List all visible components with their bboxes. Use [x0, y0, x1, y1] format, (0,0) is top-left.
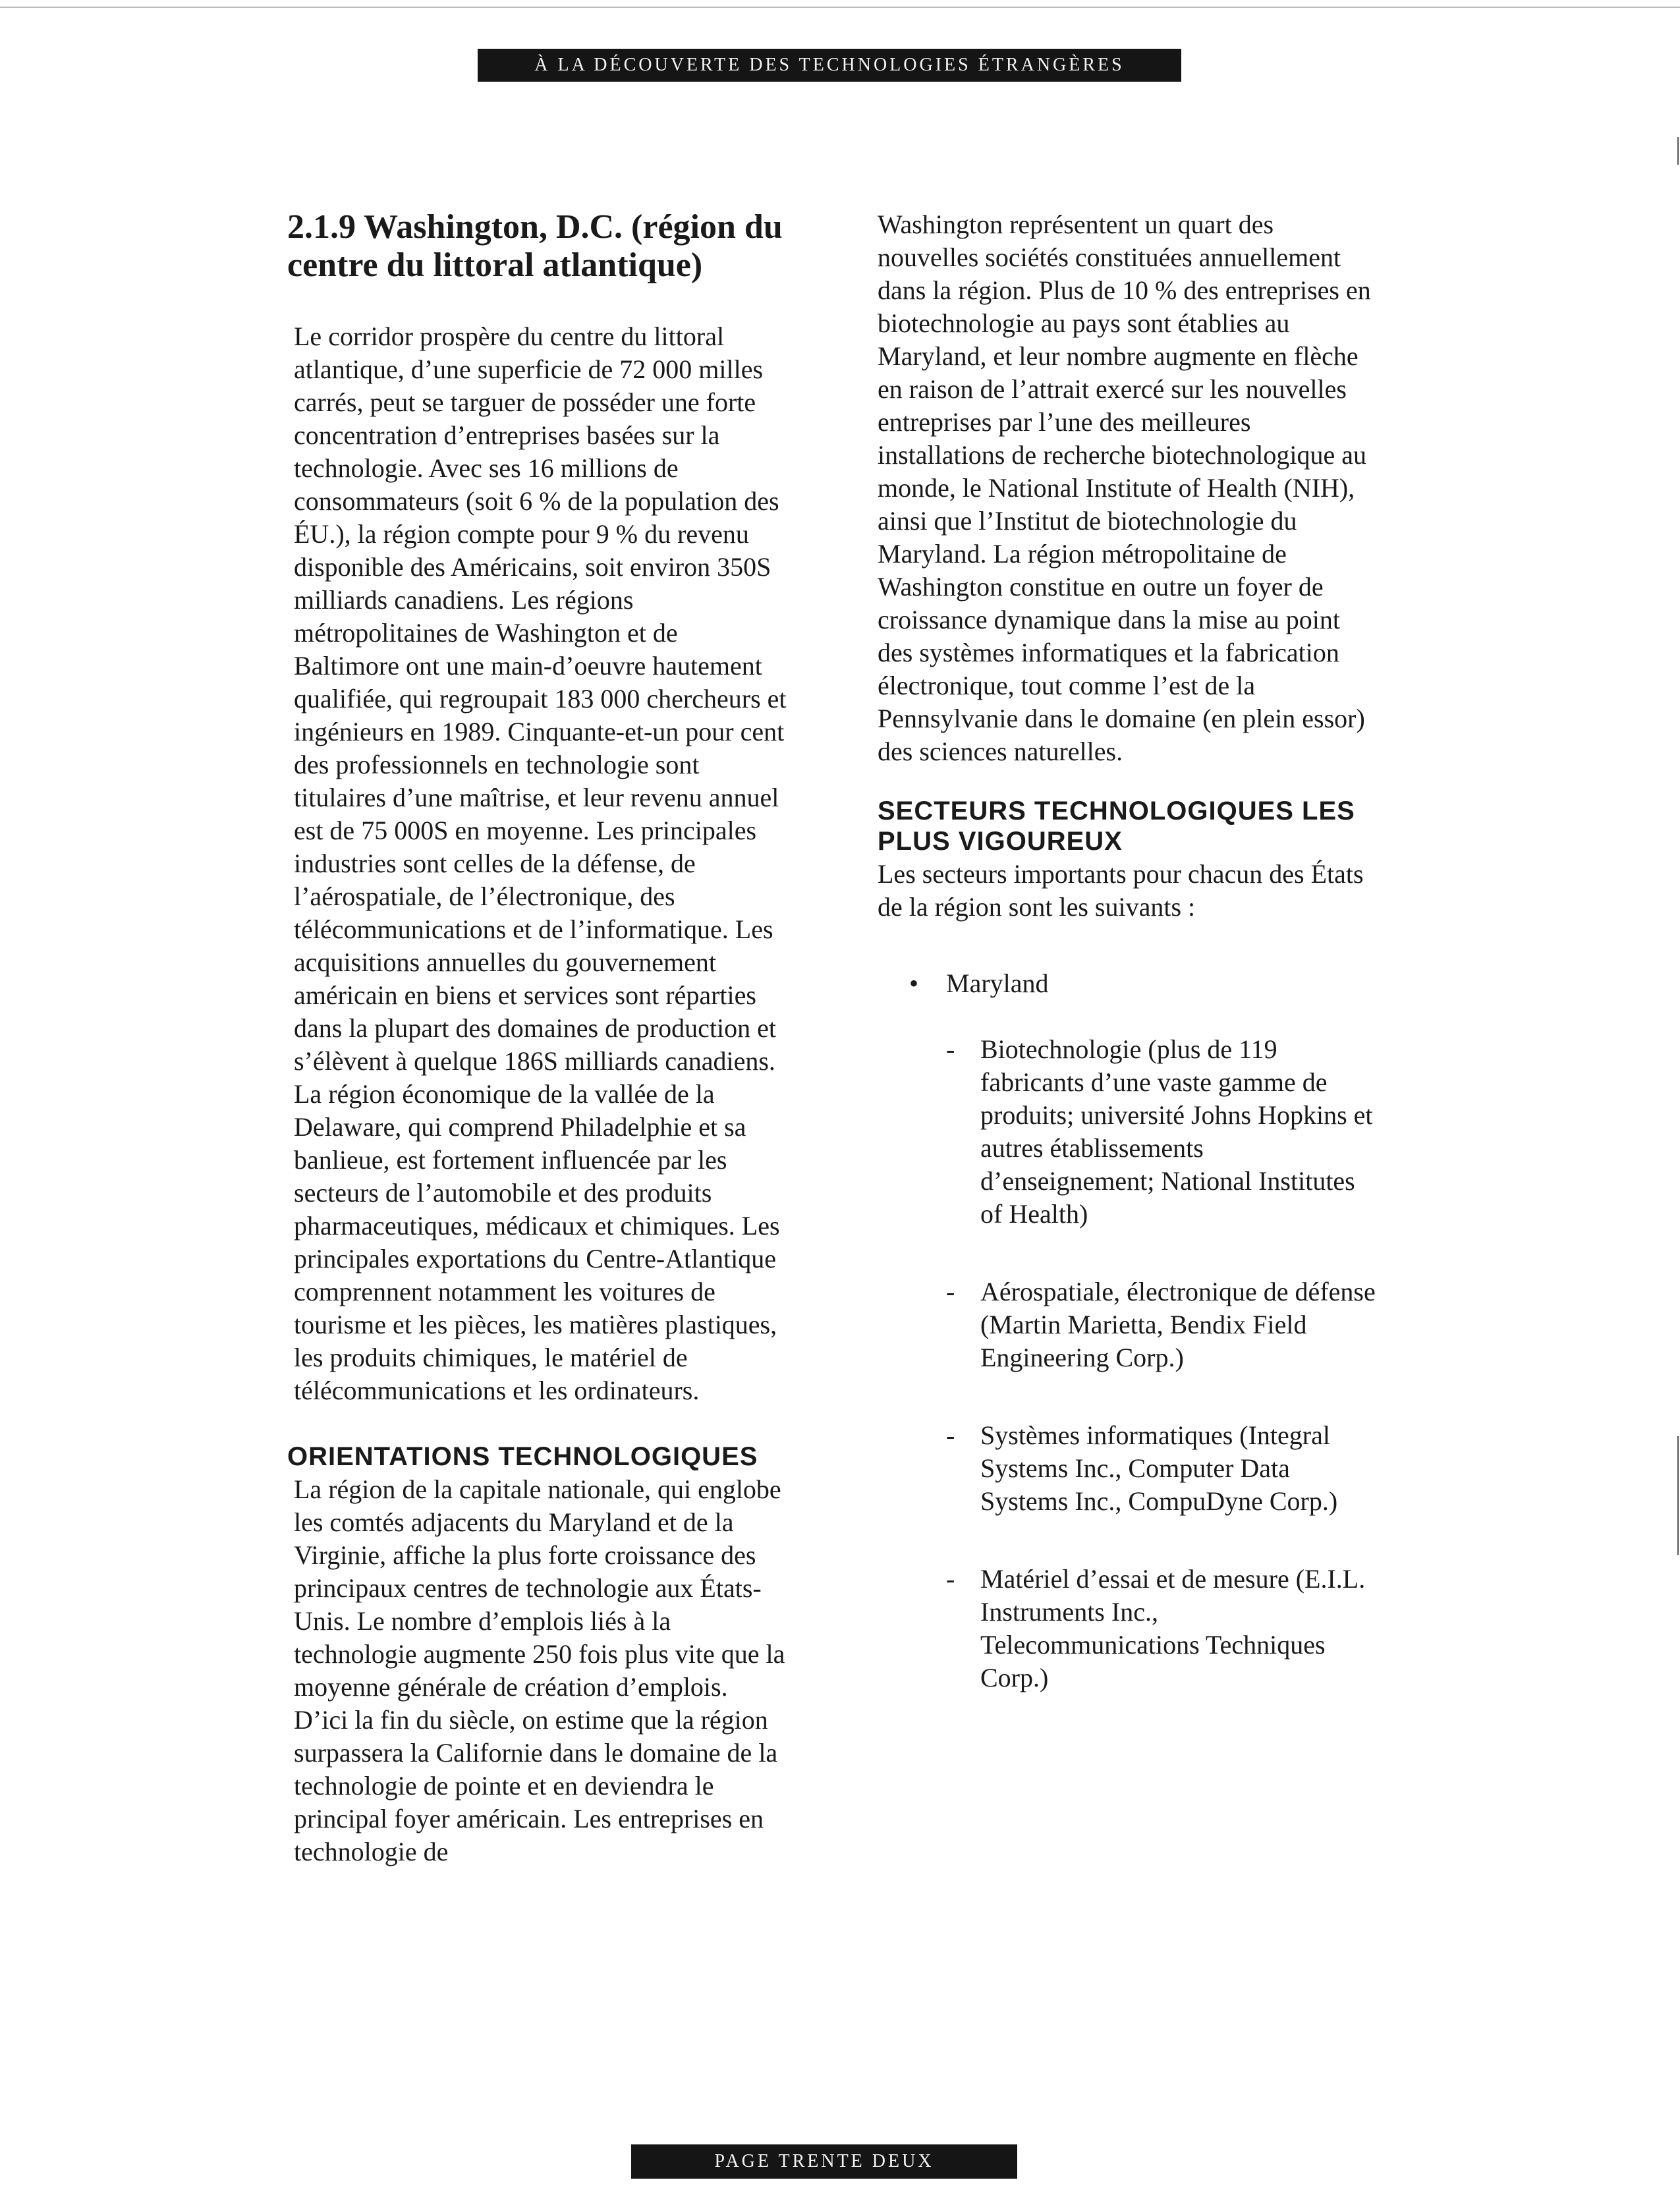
dash-icon: - [946, 1034, 955, 1064]
top-scan-rule [0, 7, 1680, 8]
running-header-banner [478, 49, 1181, 82]
bullet-label: Maryland [946, 968, 1049, 998]
list-item-maryland [909, 967, 1378, 1000]
page-number-text: PAGE TRENTE DEUX [714, 2151, 934, 2171]
list-item [946, 1275, 1378, 1374]
scan-edge-mark [1677, 1436, 1679, 1555]
list-item [946, 1419, 1378, 1518]
sector-text: Aérospatiale, électronique de défense (Martin Marietta, Bendix Field Engineering Corp.) [980, 1277, 1376, 1372]
right-column [878, 208, 1378, 1739]
intro-paragraph: Le corridor prospère du centre du littoral atlantique, d’une superficie de 72 000 milles carrés, peut se targuer de posséder une forte concentration d’entreprises basées sur la technologie. Avec ses 16 millions de consommateurs (soit 6 % de la population des ÉU.), la région compte pour 9 % du revenu disponible des Américains, soit environ 350S milliards canadiens. Les régions métropolitaines de Washington et de Baltimore ont une main-d’oeuvre hautement qualifiée, qui regroupait 183 000 chercheurs et ingénieurs en 1989. Cinquante-et-un pour cent des professionnels en technologie sont titulaires d’une maîtrise, et leur revenu annuel est de 75 000S en moyenne. Les principales industries sont celles de la défense, de l’aérospatiale, de l’électronique, des télécommunications et de l’informatique. Les acquisitions annuelles du gouvernement américain en biens et services sont réparties dans la plupart des domaines de production et s’élèvent à quelque 186S milliards canadiens. La région économique de la vallée de la Delaware, qui comprend Philadelphie et sa banlieue, est fortement influencée par les secteurs de l’automobile et des produits pharmaceutiques, médicaux et chimiques. Les principales exportations du Centre-Atlantique comprennent notamment les voitures de tourisme et les pièces, les matières plastiques, les produits chimiques, le matériel de télécommunications et les ordinateurs. [294, 321, 787, 1405]
dash-icon: - [946, 1277, 955, 1306]
orientations-paragraph: La région de la capitale nationale, qui englobe les comtés adjacents du Maryland et de la Virginie, affiche la plus forte croissance des principaux centres de technologie aux États-Unis. Le nombre d’emplois liés à la technologie augmente 250 fois plus vite que la moyenne générale de création d’emplois. D’ici la fin du siècle, on estime que la région surpassera la Californie dans le domaine de la technologie de pointe et en deviendra le principal foyer américain. Les entreprises en technologie de [294, 1474, 785, 1866]
section-title: 2.1.9 Washington, D.C. (région du centre du littoral atlantique) [287, 208, 783, 284]
running-header-text: À LA DÉCOUVERTE DES TECHNOLOGIES ÉTRANGÈRES [534, 55, 1125, 75]
sector-list [946, 1033, 1378, 1694]
sector-text: Matériel d’essai et de mesure (E.I.L. Instruments Inc., Telecommunications Techniques Corp.) [980, 1564, 1366, 1692]
sector-text: Biotechnologie (plus de 119 fabricants d’une vaste gamme de produits; université Johns Hopkins et autres établissements d’enseignement; National Institutes of Health) [980, 1034, 1373, 1229]
sector-text: Systèmes informatiques (Integral Systems Inc., Computer Data Systems Inc., CompuDyne Corp.) [980, 1420, 1338, 1516]
bullet-icon: • [909, 968, 919, 998]
left-column [287, 208, 788, 1868]
list-item [946, 1033, 1378, 1231]
list-item [946, 1563, 1378, 1694]
sectors-intro: Les secteurs importants pour chacun des États de la région sont les suivants : [878, 859, 1364, 922]
page-number-banner [631, 2144, 1017, 2179]
continued-paragraph: Washington représentent un quart des nouvelles sociétés constituées annuellement dans la région. Plus de 10 % des entreprises en biotechnologie au pays sont établies au Maryland, et leur nombre augmente en flèche en raison de l’attrait exercé sur les nouvelles entreprises par l’une des meilleures installations de recherche biotechnologique au monde, le National Institute of Health (NIH), ainsi que l’Institut de biotechnologie du Maryland. La région métropolitaine de Washington constitue en outre un foyer de croissance dynamique dans la mise au point des systèmes informatiques et la fabrication électronique, tout comme l’est de la Pennsylvanie dans le domaine (en plein essor) des sciences naturelles. [878, 210, 1371, 766]
subhead-orientations: ORIENTATIONS TECHNOLOGIQUES [287, 1442, 758, 1471]
subhead-sectors: SECTEURS TECHNOLOGIQUES LES PLUS VIGOUREUX [878, 796, 1355, 856]
dash-icon: - [946, 1420, 955, 1450]
scan-edge-mark [1677, 137, 1679, 165]
dash-icon: - [946, 1564, 955, 1594]
